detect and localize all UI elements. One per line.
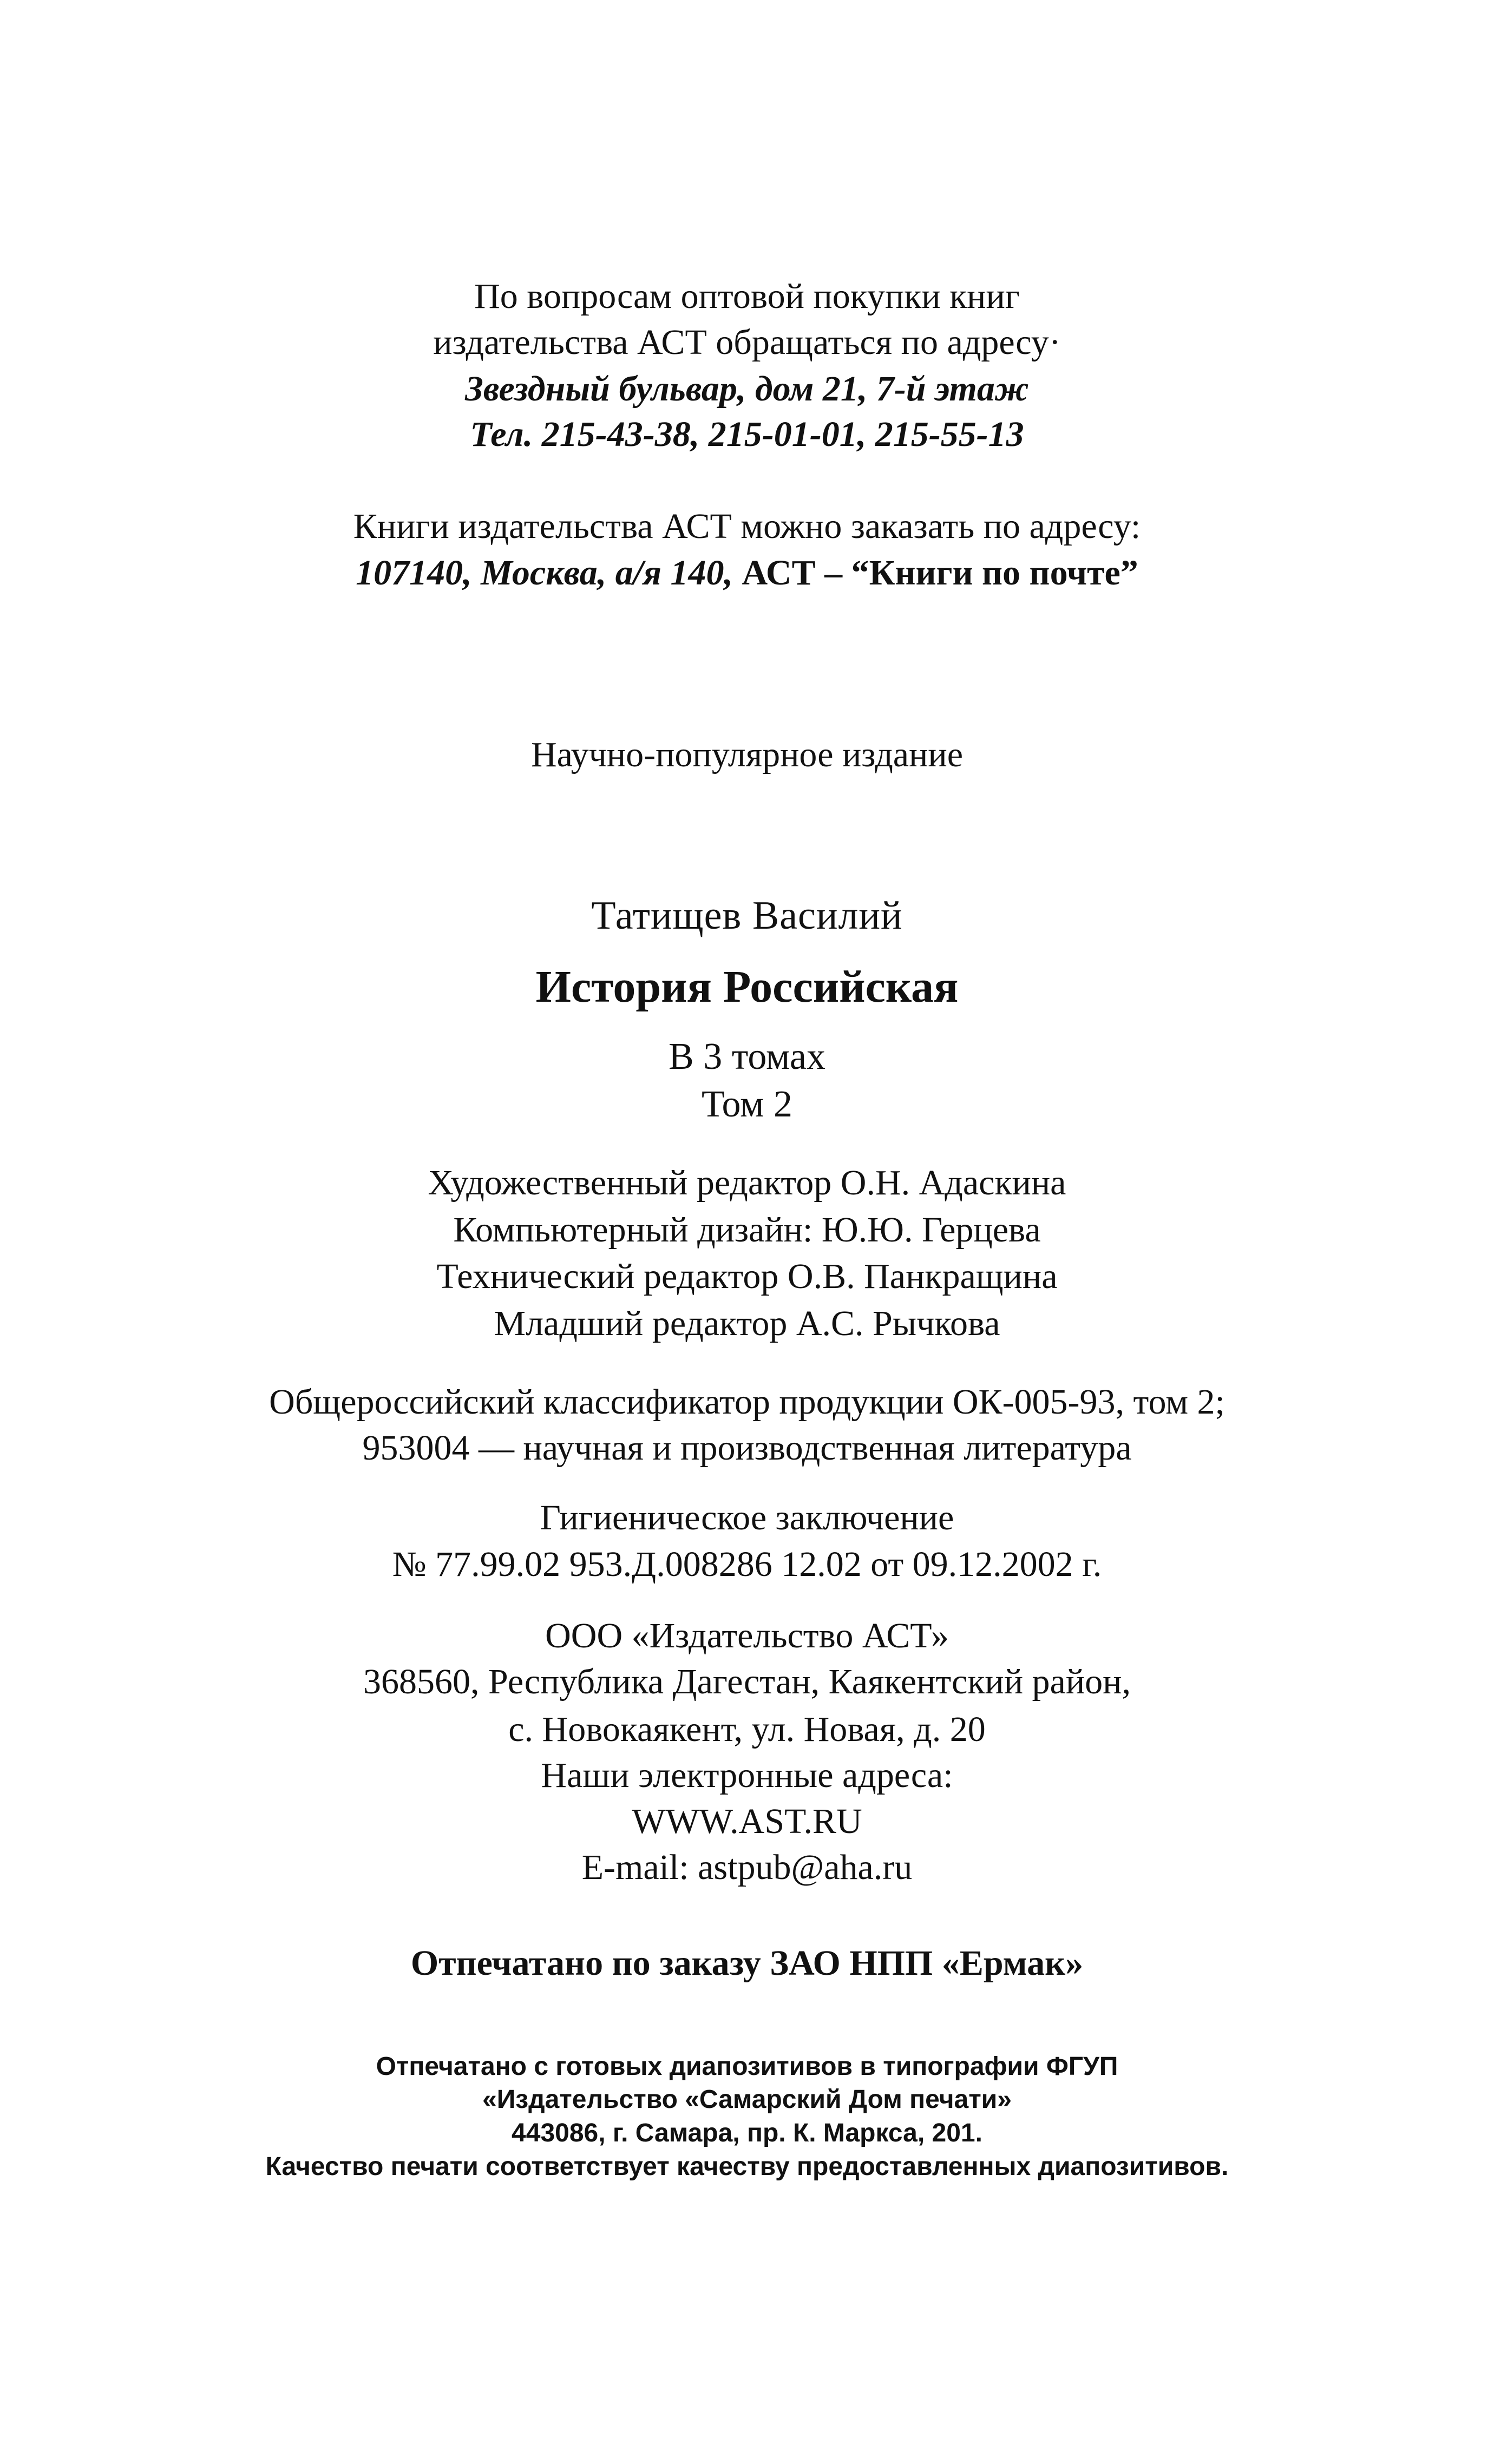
classifier-line-1: Общероссийский классификатор продукции ОК-005-93, том 2;: [269, 1382, 1225, 1422]
hygiene-line-1: Гигиеническое заключение: [540, 1498, 954, 1537]
printing-line-3: 443086, г. Самара, пр. К. Маркса, 201.: [512, 2119, 982, 2147]
publisher-address-1: 368560, Республика Дагестан, Каякентский район,: [363, 1662, 1131, 1701]
printing-line-2: «Издательство «Самарский Дом печати»: [482, 2085, 1012, 2114]
printed-order: Отпечатано по заказу ЗАО НПП «Ермак»: [410, 1943, 1084, 1983]
publisher-address-2: с. Новокаякент, ул. Новая, д. 20: [508, 1710, 986, 1749]
credit-junior-editor: Младший редактор А.С. Рычкова: [494, 1304, 1000, 1343]
publisher-website: WWW.AST.RU: [632, 1802, 862, 1841]
book-title: История Российская: [535, 962, 959, 1012]
book-volumes: В 3 томах: [669, 1036, 825, 1077]
printing-line-1: Отпечатано с готовых диапозитивов в типографии ФГУП: [376, 2052, 1118, 2081]
edition-type: Научно-популярное издание: [530, 735, 964, 774]
credit-art-editor: Художественный редактор О.Н. Адаскина: [428, 1163, 1066, 1203]
mail-order-line-1: Книги издательства АСТ можно заказать по адресу:: [353, 507, 1141, 546]
publisher-web-label: Наши электронные адреса:: [541, 1756, 953, 1795]
mail-order-address-bold: АСТ – “Книги по почте”: [733, 553, 1138, 593]
mail-order-address-italic: 107140, Москва, а/я 140,: [356, 553, 733, 593]
wholesale-phones: Тел. 215-43-38, 215-01-01, 215-55-13: [470, 415, 1024, 454]
publisher-name: ООО «Издательство АСТ»: [545, 1616, 949, 1655]
hygiene-line-2: № 77.99.02 953.Д.008286 12.02 от 09.12.2002 г.: [392, 1545, 1102, 1584]
wholesale-address: Звездный бульвар, дом 21, 7-й этаж: [465, 369, 1029, 409]
book-author: Татищев Василий: [591, 893, 903, 938]
credit-tech-editor: Технический редактор О.В. Панкращина: [436, 1257, 1058, 1296]
printing-line-4: Качество печати соответствует качеству предоставленных диапозитивов.: [265, 2152, 1229, 2181]
wholesale-line-2: издательства АСТ обращаться по адресу·: [433, 323, 1061, 362]
wholesale-line-1: По вопросам оптовой покупки книг: [474, 277, 1020, 316]
mail-order-address: [0, 555, 1494, 591]
credit-computer-design: Компьютерный дизайн: Ю.Ю. Герцева: [453, 1210, 1041, 1250]
book-volume: Том 2: [702, 1083, 792, 1125]
publisher-email: E-mail: astpub@aha.ru: [581, 1848, 913, 1887]
classifier-line-2: 953004 — научная и производственная литература: [362, 1428, 1132, 1468]
